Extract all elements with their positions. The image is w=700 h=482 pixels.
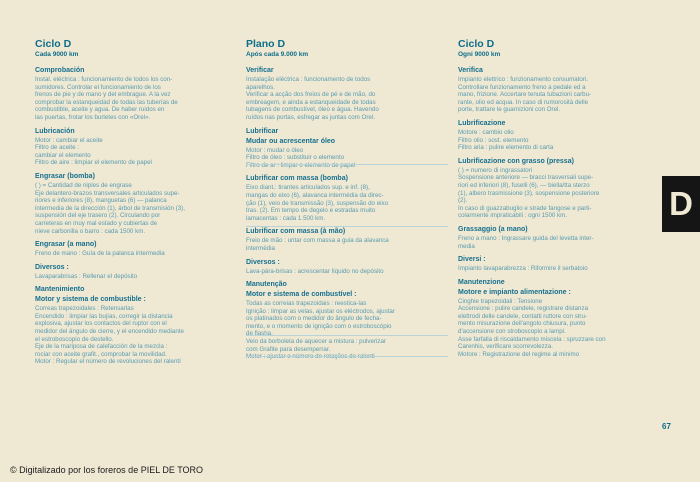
body-line: Sospensione anteriore — bracci trasversali supe- <box>458 174 594 182</box>
body-line: Filtro de aire : limpiar el elemento de papel <box>35 159 152 167</box>
body-line: Motor : mudar o óleo <box>246 146 304 154</box>
body-line: os platinados com o medidor do ângulo de fecha- <box>246 315 382 323</box>
body-line: suspensión del eje trasero (2). Circulando por <box>35 212 161 220</box>
body-line: intermédia <box>246 244 275 252</box>
section-tab-d: D <box>662 176 700 232</box>
body-line: Filtro de óleo : substituir o elemento <box>246 154 345 162</box>
body-line: combustible, aceite y agua. De haber ruidos en <box>35 106 165 114</box>
body-line: Freio de mão : untar com massa a guia da alavanca <box>246 237 389 245</box>
body-line: Accensione : pulire candele, registrare distanza <box>458 305 589 313</box>
body-line: riores e inferiores (8), manguetas (6) — palanca <box>35 197 167 205</box>
body-line: Todas as correias trapezoidais : reestica-las <box>246 300 367 308</box>
body-line: Cinghie trapezoidali : Tensione <box>458 297 543 305</box>
divider <box>246 226 448 227</box>
body-line: ( ) = Cantidad de niples de engrase <box>35 181 132 189</box>
body-line: Lavaparabrisas : Rellenar el depósito <box>35 272 138 280</box>
body-line: lamacentas : cada 1.500 km. <box>246 214 326 222</box>
body-line: elettrodi delle candele, contatti ruttore con stru- <box>458 312 587 320</box>
body-line: sumidores. Controlar el funcionamiento de los <box>35 83 161 91</box>
body-line: Lava-pára-brisas : acrescentar líquido no depósito <box>246 267 384 275</box>
body-line: Freno a mano : Ingrassare guida del levetta inter- <box>458 234 594 242</box>
section <box>35 240 235 258</box>
section-heading: Lubricación <box>35 127 75 135</box>
body-line: Eixo diant.: tirantes articulados sup. e inf. (8), <box>246 184 370 192</box>
body-line: Ignição : limpar as velas, ajustar os eléctrodos, ajustar <box>246 307 395 315</box>
section-heading: Lubrificar com massa (à mão) <box>246 228 346 236</box>
body-line: In caso di guazzabuglio e strade fangose e parti- <box>458 204 592 212</box>
body-line: (2). <box>458 197 468 205</box>
body-line: Veio da borboleta de aquecer a mistura : pulverizar <box>246 338 386 346</box>
body-line: rociar con aceite grafit., comprobar la movilidad. <box>35 350 167 358</box>
column-subtitle: Cada 9000 km <box>35 51 79 58</box>
body-line: Asse farfalla di riscaldamento miscela : spruzzare con <box>458 335 606 343</box>
body-line: Controllare funzionamento freno a pedale ed a <box>458 83 586 91</box>
body-line: Motor : ajustar o número de rotações de ralenti <box>246 353 375 361</box>
section <box>246 280 446 361</box>
section <box>458 157 654 220</box>
divider <box>246 164 448 165</box>
body-line: colarmente impraticabili : ogni 1500 km. <box>458 212 568 220</box>
body-line: tubagens de combustível, óleo e água. Havendo <box>246 106 379 114</box>
body-line: ( ) = numero di ingrassatori <box>458 166 533 174</box>
body-line: embreagem, e ainda a estanqueidade de todas <box>246 98 376 106</box>
body-line: Filtro de ar : limpar o elemento de papel <box>246 161 356 169</box>
section <box>35 263 235 281</box>
body-line: medidor del ángulo de cierre, y el encendido mediante <box>35 328 184 336</box>
section <box>458 119 654 152</box>
column-italian <box>458 38 654 363</box>
section-heading: Diversi : <box>458 256 486 264</box>
section <box>35 66 235 122</box>
column-title: Ciclo D <box>35 38 72 50</box>
body-line: com Grafite para desemperrar. <box>246 345 331 353</box>
divider <box>246 356 448 357</box>
section-heading: Lubrificazione <box>458 119 506 127</box>
section-heading: Diversos : <box>35 263 69 271</box>
body-line: tras. (2). Em tempo de degelo e estradas muito <box>246 207 376 215</box>
section <box>246 174 446 222</box>
section-heading: Mantenimiento <box>35 286 85 294</box>
body-line: mento misurazione dell'angolo chiusura, punto <box>458 320 586 328</box>
section-heading: Motore e impianto alimentazione : <box>458 288 571 296</box>
body-line: Verificar a acção dos freios de pé e de mão, do <box>246 91 376 99</box>
divider <box>246 335 448 336</box>
section-heading: Mudar ou acrescentar óleo <box>246 137 336 145</box>
section <box>458 66 654 114</box>
section-heading: Verificar <box>246 67 274 74</box>
column-title: Plano D <box>246 38 286 50</box>
body-line: media <box>458 242 475 250</box>
section <box>35 285 235 366</box>
column-subtitle: Após cada 9.000 km <box>246 51 309 58</box>
body-line: mento, e o momento de ignição com o estroboscópio <box>246 322 392 330</box>
section-heading: Engrasar (bomba) <box>35 172 95 180</box>
section <box>458 225 654 250</box>
body-line: explosiva, ajustar los contactos del ruptor con el <box>35 320 167 328</box>
section <box>458 255 654 273</box>
section <box>35 127 235 167</box>
body-line: d'accensione con stroboscopio a lampi. <box>458 328 566 336</box>
body-line: Filtro de aceite : <box>35 144 80 152</box>
body-line: Instal. eléctrica : funcionamiento de todos los con- <box>35 76 173 83</box>
body-line: intermedia de la dirección (1), árbol de transmisión (3), <box>35 204 185 212</box>
section-heading: Engrasar (a mano) <box>35 241 97 249</box>
body-line: Encendido : limpiar las bujías, corregir la distancia <box>35 312 173 320</box>
body-line: cambiar el elemento <box>35 151 91 159</box>
section <box>246 227 446 252</box>
body-line: Correas trapezoidales : Retensarlas <box>35 305 134 313</box>
body-line: rante, olio ed acqua. In caso di rumorosità delle <box>458 98 589 106</box>
body-line: carreteras en muy mal estado y cubiertas de <box>35 219 158 227</box>
section-heading: Comprobación <box>35 67 85 74</box>
body-line: Impianto lavaparabrezza : Riformire il serbatoio <box>458 265 588 273</box>
section-heading: Motor e sistema de combustível : <box>246 291 357 299</box>
body-line: el estroboscopio de destello. <box>35 335 114 343</box>
section <box>246 258 446 276</box>
body-line: Impianto elettrico : funzionamento consumatori. <box>458 76 589 83</box>
body-line: frenos de pie y de mano y del embrague. A la vez <box>35 91 171 99</box>
body-line: nieve carbonilla o barro : cada 1500 km. <box>35 227 146 235</box>
body-line: Eje delantero-brazos transversales articulados supe- <box>35 189 180 197</box>
body-line: de flasha. <box>246 330 273 338</box>
body-line: mangas do eixo (6), alavanca intermédia da direc- <box>246 191 384 199</box>
body-line: comprobar la estanqueidad de todas las tuberías de <box>35 98 178 106</box>
section <box>246 127 446 170</box>
body-line: mano, frizione. Accertare tenuta tubazioni carbu- <box>458 91 592 99</box>
section <box>458 278 654 359</box>
column-subtitle: Ogni 9000 km <box>458 51 501 58</box>
body-line: Carenhis, verificare scorrevolezza. <box>458 343 553 351</box>
body-line: Eje de la mariposa de calefacción de la mezcla : <box>35 343 168 351</box>
body-line: riori ed inferiori (8), fuselli (6), — biella/tta sterzo <box>458 181 590 189</box>
section <box>35 172 235 235</box>
body-line: Freno de mano : Guía de la palanca intermedia <box>35 250 165 258</box>
column-portuguese <box>246 38 446 366</box>
body-line: (1), albero trasmissione (3), sospensione posteriore <box>458 189 600 197</box>
section-heading: Lubrificazione con grasso (pressa) <box>458 157 574 165</box>
body-line: aparelhos. <box>246 83 275 91</box>
section <box>246 66 446 122</box>
body-line: Motor : cambiar el aceite <box>35 136 103 144</box>
section-heading: Manutenzione <box>458 278 505 286</box>
body-line: Filtro aria : pulire elemento di carta <box>458 144 554 152</box>
body-line: Instalação eléctrica : funcionamento de todos <box>246 76 371 83</box>
section-heading: Grassaggio (a mano) <box>458 225 528 233</box>
section-heading: Manutenção <box>246 281 287 289</box>
column-title: Ciclo D <box>458 38 495 50</box>
body-line: ruídos nas portas, esfregar as juntas com Orel. <box>246 113 375 121</box>
body-line: las puertas, frotar los burletes con «Orel». <box>35 113 151 121</box>
body-line: Motore : cambio olio <box>458 128 514 136</box>
body-line: ção (1), veio de transmissão (3), suspensão do eixo <box>246 199 389 207</box>
credit-text: © Digitalizado por los foreros de PIEL DE TORO <box>10 465 204 475</box>
body-line: Motore : Registrazione del regime al minimo <box>458 350 580 358</box>
body-line: Motor : Regular el número de revoluciones del ralentí <box>35 358 181 366</box>
section-heading: Motor y sistema de combustible : <box>35 296 146 304</box>
section-heading: Lubrificar <box>246 127 279 135</box>
page-number: 67 <box>662 422 671 431</box>
column-spanish <box>35 38 235 371</box>
body-line: Filtro olio : sost. elemento <box>458 136 529 144</box>
section-heading: Verifica <box>458 67 483 74</box>
section-heading: Diversos : <box>246 258 280 266</box>
section-heading: Lubrificar com massa (bomba) <box>246 175 348 183</box>
body-line: porte, trattare le guarnizioni con Orel. <box>458 106 561 114</box>
